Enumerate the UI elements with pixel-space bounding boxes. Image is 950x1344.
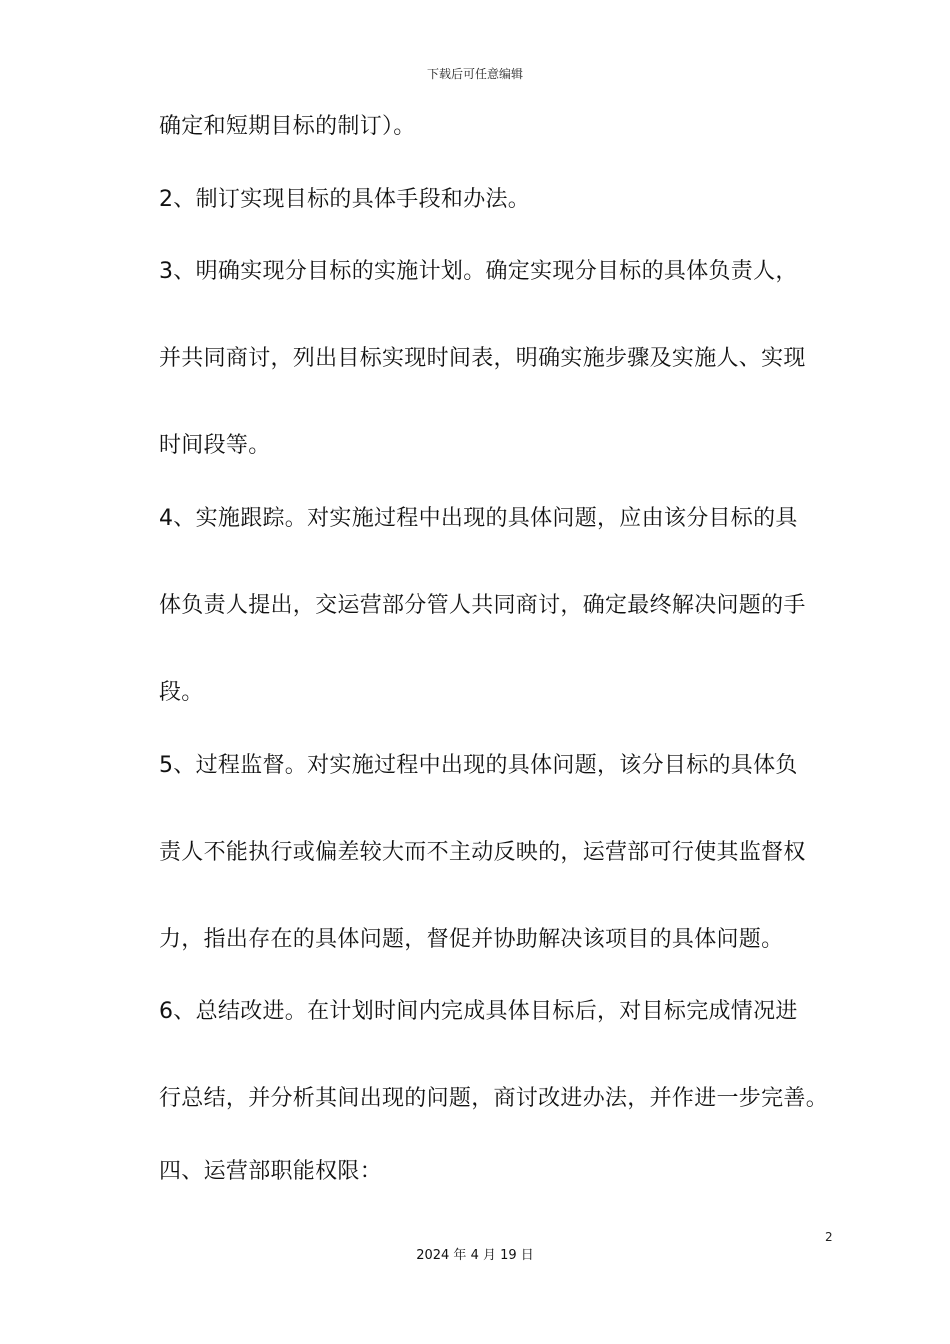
text-line: 四、运营部职能权限：	[159, 1159, 383, 1184]
text-line: 责人不能执行或偏差较大而不主动反映的，运营部可行使其监督权	[159, 840, 806, 865]
text-line: 段。	[159, 680, 204, 705]
text-line: 5、过程监督。对实施过程中出现的具体问题，该分目标的具体负	[159, 753, 798, 778]
page-number: 2	[825, 1230, 833, 1244]
text-line: 力，指出存在的具体问题，督促并协助解决该项目的具体问题。	[159, 927, 784, 952]
text-line: 并共同商讨，列出目标实现时间表，明确实施步骤及实施人、实现	[159, 346, 806, 371]
text-line: 确定和短期目标的制订）。	[159, 114, 416, 139]
page-header: 下载后可任意编辑	[426, 67, 523, 81]
text-line: 4、实施跟踪。对实施过程中出现的具体问题，应由该分目标的具	[159, 506, 798, 531]
text-line: 体负责人提出，交运营部分管人共同商讨，确定最终解决问题的手	[159, 593, 806, 618]
text-line: 2、制订实现目标的具体手段和办法。	[159, 187, 531, 212]
page-footer-date: 2024 年 4 月 19 日	[416, 1248, 534, 1263]
text-line: 3、明确实现分目标的实施计划。确定实现分目标的具体负责人，	[159, 259, 798, 284]
text-line: 时间段等。	[159, 433, 271, 458]
text-line: 行总结，并分析其间出现的问题，商讨改进办法，并作进一步完善。	[159, 1086, 829, 1111]
text-line: 6、总结改进。在计划时间内完成具体目标后，对目标完成情况进	[159, 999, 798, 1024]
